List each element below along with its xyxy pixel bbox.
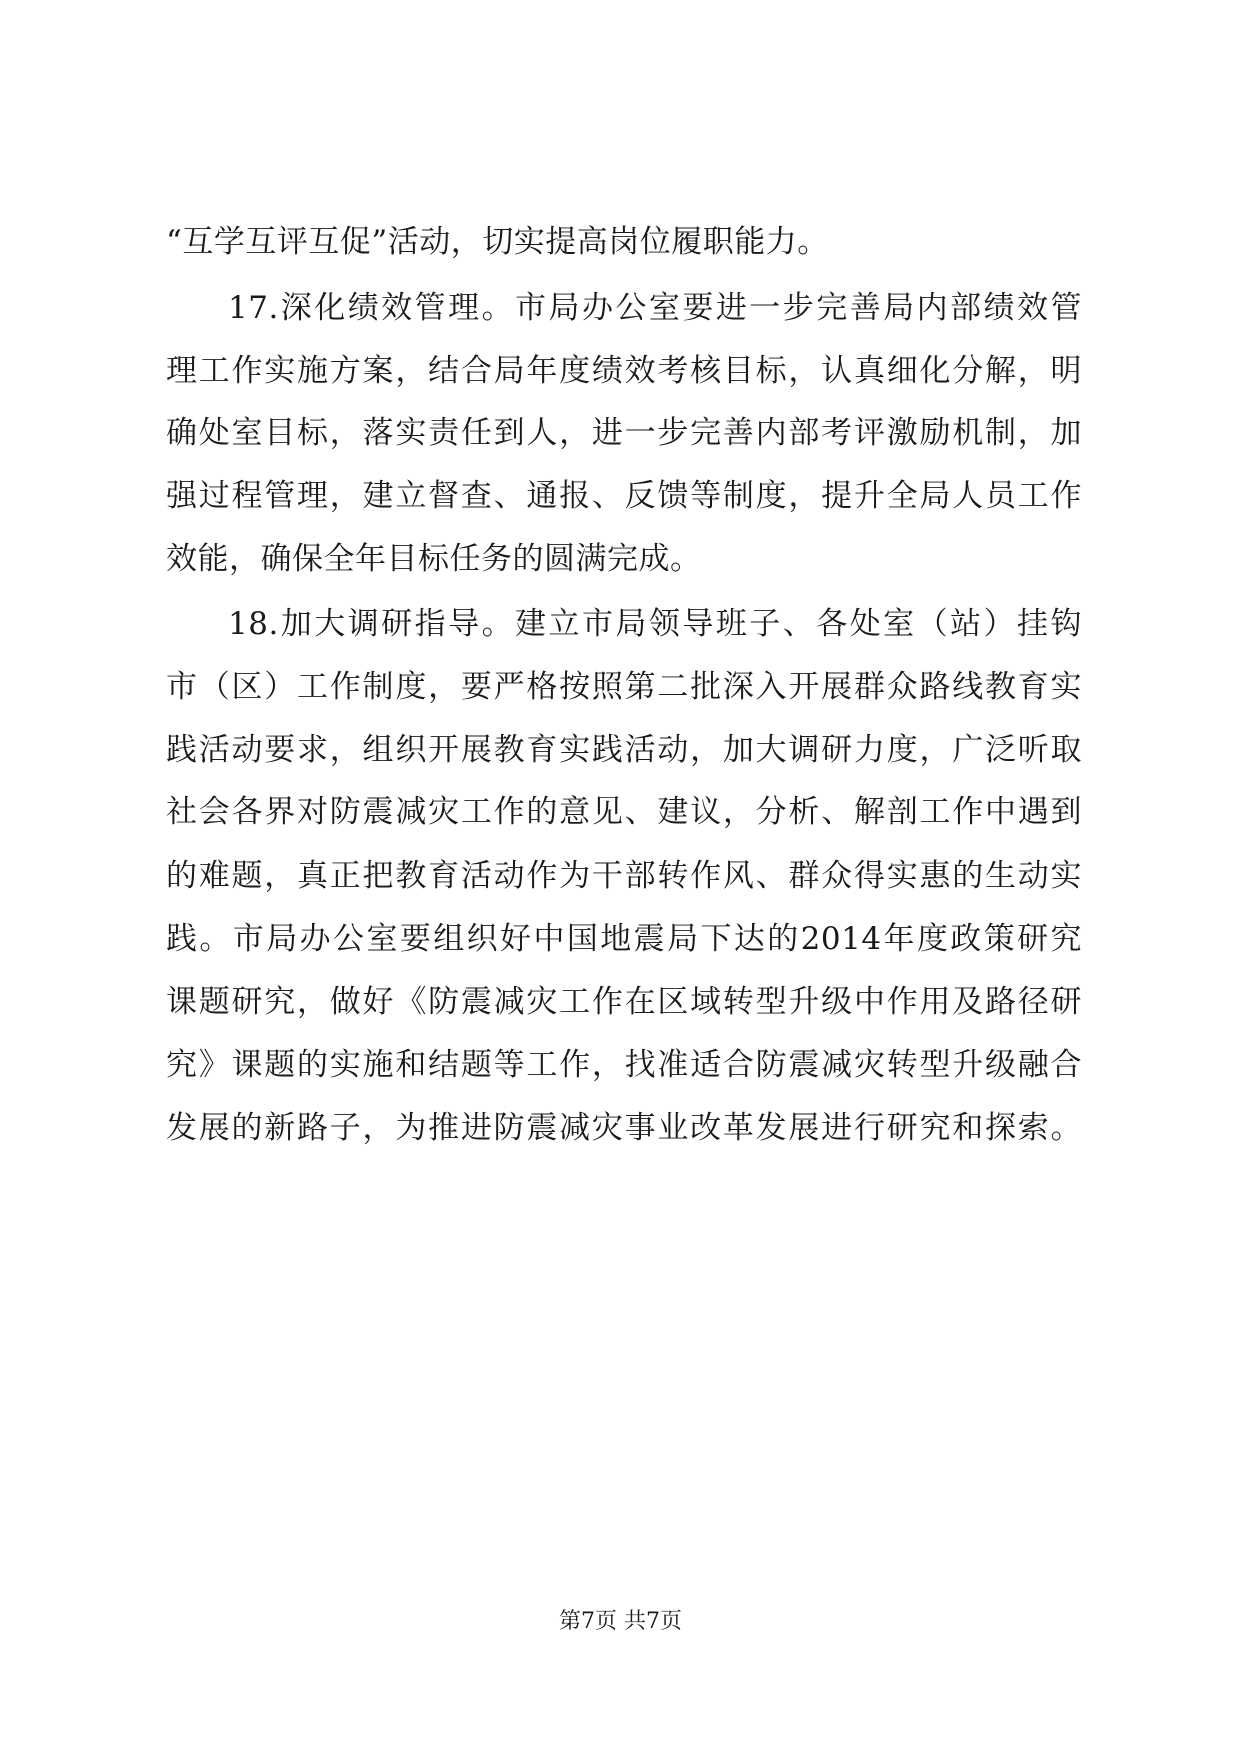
paragraph-line: 确处室目标，落实责任到人，进一步完善内部考评激励机制，加 xyxy=(166,415,1082,451)
paragraph-line: 理工作实施方案，结合局年度绩效考核目标，认真细化分解，明 xyxy=(166,353,1082,389)
paragraph-line: 强过程管理，建立督查、通报、反馈等制度，提升全局人员工作 xyxy=(166,478,1082,514)
paragraph-line: “互学互评互促”活动，切实提高岗位履职能力。 xyxy=(166,224,829,260)
page-footer: 第7页 共7页 xyxy=(559,1609,682,1634)
paragraph-line: 发展的新路子，为推进防震减灾事业改革发展进行研究和探索。 xyxy=(166,1110,1082,1146)
paragraph-line: 践活动要求，组织开展教育实践活动，加大调研力度，广泛听取 xyxy=(166,732,1082,768)
paragraph-line: 的难题，真正把教育活动作为干部转作风、群众得实惠的生动实 xyxy=(166,858,1082,894)
paragraph-line: 效能，确保全年目标任务的圆满完成。 xyxy=(166,541,702,577)
paragraph-line: 18.加大调研指导。建立市局领导班子、各处室（站）挂钩 xyxy=(228,606,1082,642)
paragraph-line: 社会各界对防震减灾工作的意见、建议，分析、解剖工作中遇到 xyxy=(166,794,1082,830)
paragraph-line: 市（区）工作制度，要严格按照第二批深入开展群众路线教育实 xyxy=(166,669,1082,705)
paragraph-line: 17.深化绩效管理。市局办公室要进一步完善局内部绩效管 xyxy=(228,290,1082,326)
paragraph-line: 课题研究，做好《防震减灾工作在区域转型升级中作用及路径研 xyxy=(166,984,1082,1020)
paragraph-line: 究》课题的实施和结题等工作，找准适合防震减灾转型升级融合 xyxy=(166,1047,1082,1083)
paragraph-line: 践。市局办公室要组织好中国地震局下达的2014年度政策研究 xyxy=(166,921,1082,957)
